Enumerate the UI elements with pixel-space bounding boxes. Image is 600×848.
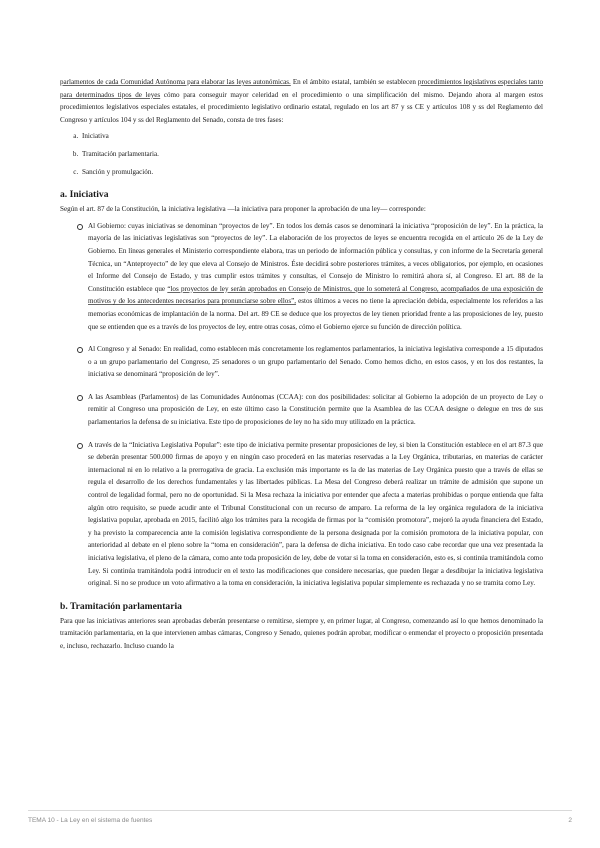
section-b-paragraph: Para que las iniciativas anteriores sean aprobadas deberán presentarse o remitirse, siempre y, en primer lugar, al Congreso, comenzando así lo que hemos denominado la tramitación parlamentaria, en la que intervienen ambas cámaras, Congreso y Senado, quienes podrán aprobar, modificar o enmendar el proyecto o proposición presentada e, incluso, rechazarlo. Incluso cuando la	[60, 616, 543, 650]
initiative-item-ccaa	[88, 391, 543, 429]
item-text: A las Asambleas (Parlamentos) de las Comunidades Autónomas (CCAA): con dos posibilidades: solicitar al Gobierno la adopción de un proyecto de Ley o remitir al Congreso una proposición de Ley, en este último caso la Constitución permite que la Asamblea de las CCAA designe o delegue en tres de sus parlamentarios la defensa de su iniciativa. Este tipo de proposiciones de ley no ha sido muy utilizado en la práctica.	[88, 392, 543, 427]
initiative-list	[60, 220, 543, 590]
section-a-intro: Según el art. 87 de la Constitución, la iniciativa legislativa —la iniciativa para proponer la aprobación de una ley— corresponde:	[60, 205, 426, 214]
item-text: A través de la “Iniciativa Legislativa Popular”: este tipo de iniciativa permite presentar proposiciones de ley, si bien la Constitución establece en el art 87.3 que se deberán presentar 500.000 firmas de apoyo y en ningún caso procederá en las materias reservadas a la Ley Orgánica, tributarias, en materias de carácter internacional ni en lo relativo a la prerrogativa de gracia. La exclusión más importante es la de las materias de Ley Orgánica puesto que a través de ellas se regula el desarrollo de los derechos fundamentales y las libertades públicas. La Mesa del Congreso deberá realizar un trámite de admisión que supone un control de legalidad formal, pero no de oportunidad. Si la Mesa rechaza la iniciativa por entender que afecta a materias prohibidas o porque entienda que falta algún otro requisito, se puede acudir ante el Tribunal Constitucional con un recurso de amparo. La reforma de la ley orgánica reguladora de la iniciativa legislativa popular, aprobada en 2015, facilitó algo los trámites para la recogida de firmas por la “comisión promotora”, mejoró la ayuda financiera del Estado, y ha previsto la comparecencia ante la comisión legislativa correspondiente de la persona designada por la comisión promotora de la iniciativa popular, con anterioridad al debate en el pleno sobre la “toma en consideración”, para la defensa de dicha iniciativa. En todo caso cabe recordar que una vez presentada la iniciativa legislativa, el pleno de la cámara, como ante toda proposición de ley, debe de votar si la toma en consideración, esto es, si continúa tramitándola como Ley. Si continúa tramitándola podrá introducir en el texto las modificaciones que considere necesarias, que pueden llegar a desdibujar la iniciativa legislativa original. Si no se produce un voto afirmativo a la toma en consideración, la iniciativa legislativa popular simplemente es rechazada y no se tramita como Ley.	[88, 440, 543, 588]
initiative-item-popular	[88, 439, 543, 590]
intro-paragraph	[60, 76, 543, 126]
bullet-icon	[77, 347, 83, 353]
phase-item: a. Iniciativa	[80, 130, 543, 143]
item-underlined-quote: “los proyectos de ley serán aprobados en Consejo de Ministros, que lo someterá al Congreso, acompañados de una exposición de motivos y de los antecedentes necesarios para pronunciarse sobre ellos”,	[88, 284, 543, 306]
bullet-icon	[77, 395, 83, 401]
phases-list	[60, 130, 543, 178]
initiative-item-gobierno	[88, 220, 543, 333]
item-text-b: estos últimos a veces no tiene la apreciación debida, especialmente los referidos a las memorias económicas de implantación de la norma. Del art. 89 CE se deduce que los proyectos de ley tienen prioridad frente a las proposiciones de ley, puesto que se entienden que es a través de los proyectos de ley, entre otras cosas, cómo el Gobierno ejerce su función de dirección política.	[88, 297, 543, 331]
bullet-icon	[77, 443, 83, 449]
phase-item: b. Tramitación parlamentaria.	[80, 148, 543, 161]
intro-underlined-b: procedimientos legislativos especiales tanto para determinados tipos de leyes	[60, 78, 543, 99]
intro-text-b: cómo para conseguir mayor celeridad en el procedimiento o una simplificación del mismo. Dejando ahora al margen estos procedimientos legislativos especiales estatales, el procedimiento legislativo ordinario estatal, regulado en los art 87 y ss CE y artículos 108 y ss del Reglamento del Congreso y artículos 104 y ss del Reglamento del Senado, consta de tres fases:	[60, 90, 543, 124]
page-content	[60, 76, 543, 657]
initiative-item-cortes	[88, 343, 543, 381]
bullet-icon	[77, 224, 83, 230]
section-b-heading: b. Tramitación parlamentaria	[60, 600, 182, 612]
page-footer	[28, 810, 572, 824]
section-a-heading: a. Iniciativa	[60, 189, 109, 201]
intro-text-a: En el ámbito estatal, también se establecen	[290, 78, 418, 86]
page-number: 2	[568, 817, 572, 824]
item-text: Al Congreso y al Senado: En realidad, como establecen más concretamente los reglamentos parlamentarios, la iniciativa legislativa corresponde a 15 diputados o a un grupo parlamentario del Congreso, 25 senadores o un grupo parlamentario del Senado. Como hemos dicho, en estos casos, y en los dos restantes, la iniciativa se denominará “proposición de ley”.	[88, 345, 543, 379]
intro-underlined-a: parlamentos de cada Comunidad Autónoma para elaborar las leyes autonómicas.	[60, 78, 291, 86]
item-text-a: Al Gobierno: cuyas iniciativas se denominan “proyectos de ley”. En todos los demás casos se denominará la iniciativa “proposición de ley”. En la práctica, la mayoría de las iniciativas legislativas son “proyectos de ley”. La elaboración de los proyectos de leyes se encuentra recogida en el artículo 26 de la Ley de Gobierno. En líneas generales el Ministerio correspondiente elabora, tras un periodo de información pública y consultas, y con informe de la Secretaría general Técnica, un “Anteproyecto” de ley que eleva al Consejo de Ministros. Éste decidirá sobre posteriores trámites, a veces obligatorios, por ejemplo, en ocasiones el Informe del Consejo de Estado, y tras cumplir estos trámites y consultas, el Consejo de Ministro lo remitirá ahora sí, al Congreso. El art. 88 de la Constitución establece que	[88, 221, 543, 293]
footer-title: TEMA 10 - La Ley en el sistema de fuentes	[28, 817, 153, 824]
phase-item: c. Sanción y promulgación.	[80, 166, 543, 179]
